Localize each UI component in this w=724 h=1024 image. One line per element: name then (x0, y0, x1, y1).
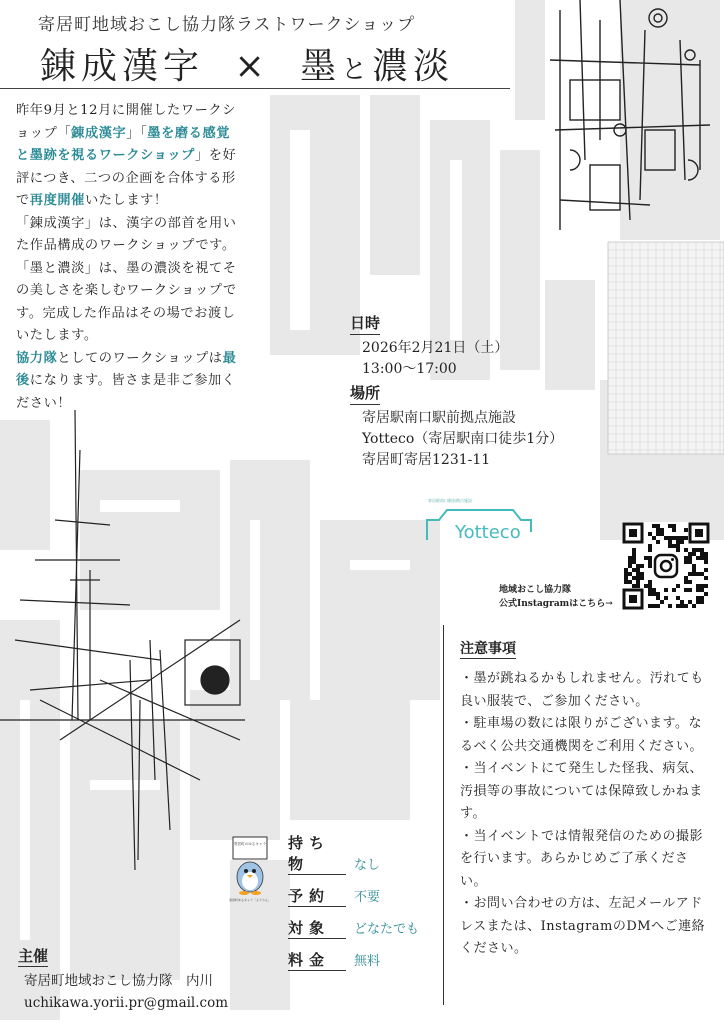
intro-line: 協力隊としてのワークショップは最 (16, 350, 237, 366)
place-section (350, 382, 380, 405)
place-line: 寄居駅南口駅前拠点施設 (362, 410, 516, 426)
mascot-caption: 寄居町ゆるキャラ「よりりん」 (228, 898, 272, 902)
intro-line: で再度開催いたします！ (16, 193, 168, 208)
instagram-caption (499, 583, 613, 611)
instagram-caption-line: 公式Instagramはこちら→ (499, 599, 613, 609)
info-row (288, 832, 419, 875)
organizer-info (24, 970, 228, 1014)
instagram-caption-line: 地域おこし協力隊 (499, 585, 572, 595)
title-part3: 濃淡 (372, 46, 455, 87)
event-time: 13:00〜17:00 (362, 361, 457, 377)
yotteco-logo-caption: 寄居駅南口駅前拠点施設 (428, 498, 472, 503)
intro-text (16, 100, 338, 415)
intro-line: 後になります。皆さま是非ご参加く (16, 373, 236, 388)
title-cross: × (234, 46, 270, 87)
column-divider (443, 625, 444, 1005)
mascot-image (228, 835, 272, 903)
notice-title: 注意事項 (460, 638, 516, 659)
notice-item: ・お問い合わせの方は、左記メールアドレスまたは、InstagramのDMへご連絡ください。 (460, 896, 706, 956)
notice-item: ・駐車場の数には限りがございます。なるべく公共交通機関をご利用ください。 (460, 716, 704, 754)
date-label: 日時 (350, 312, 380, 335)
title-part1: 錬成漢字 (40, 46, 205, 87)
intro-line: 「錬成漢字」は、漢字の部首を用い (16, 215, 237, 231)
instagram-qr-code[interactable] (622, 522, 710, 610)
intro-line: ョップ「錬成漢字」「墨を磨る感覚 (16, 125, 231, 141)
intro-line: た作品構成のワークショップです。 (16, 238, 236, 253)
title-to: と (341, 55, 373, 85)
info-table (288, 832, 419, 971)
organizer-email[interactable]: uchikawa.yorii.pr@gmail.com (24, 995, 229, 1011)
info-key: 予約 (288, 885, 346, 907)
intro-line: ださい！ (16, 395, 72, 411)
intro-line: 評につき、二つの企画を合体する形 (16, 170, 236, 186)
mascot-sign-text: 寄居町のゆるキャラ (233, 842, 267, 846)
place-line: Yotteco（寄居駅南口徒歩1分） (362, 431, 564, 447)
intro-line: 「墨と濃淡」は、墨の濃淡を視てそ (16, 260, 237, 276)
info-key: 料金 (288, 949, 346, 971)
intro-line: いたします。 (16, 328, 98, 343)
notice-item: ・当イベントでは情報発信のための撮影を行います。あらかじめご了承ください。 (460, 828, 704, 889)
notice-list (460, 668, 715, 961)
intro-line: す。完成した作品はその場でお渡し (16, 305, 236, 321)
info-key: 対象 (288, 917, 346, 939)
intro-line: と墨跡を視るワークショップ」を好 (16, 148, 237, 163)
info-value: 不要 (354, 890, 381, 905)
event-subtitle: 寄居町地域おこし協力隊ラストワークショップ (38, 15, 416, 35)
notice-item: ・墨が跳ねるかもしれません。汚れても良い服装で、ご参加ください。 (460, 671, 704, 709)
yotteco-logo-name: Yotteco (455, 522, 521, 542)
organizer-title: 主催 (18, 947, 49, 965)
info-row (288, 885, 419, 907)
date-details (362, 338, 508, 380)
info-row (288, 917, 419, 939)
event-title (40, 38, 454, 89)
event-date: 2026年2月21日（土） (362, 340, 509, 356)
organizer-name: 寄居町地域おこし協力隊 内川 (24, 973, 213, 989)
place-line: 寄居町寄居1231-11 (362, 452, 491, 468)
info-key: 持ち物 (288, 832, 346, 875)
info-value: なし (354, 858, 381, 873)
place-details (362, 408, 563, 471)
place-label: 場所 (350, 382, 380, 405)
title-part2: 墨 (300, 46, 342, 87)
title-underline (0, 88, 510, 89)
yotteco-logo (425, 502, 535, 542)
info-row (288, 949, 419, 971)
info-value: 無料 (354, 954, 381, 969)
info-value: どなたでも (354, 922, 420, 937)
intro-line: 昨年9月と12月に開催したワークシ (16, 103, 236, 118)
notice-item: ・当イベントにて発生した怪我、病気、汚損等の事故については保障致しかねます。 (460, 761, 704, 821)
intro-line: の美しさを楽しむワークショップで (16, 283, 237, 298)
date-section (350, 312, 380, 335)
